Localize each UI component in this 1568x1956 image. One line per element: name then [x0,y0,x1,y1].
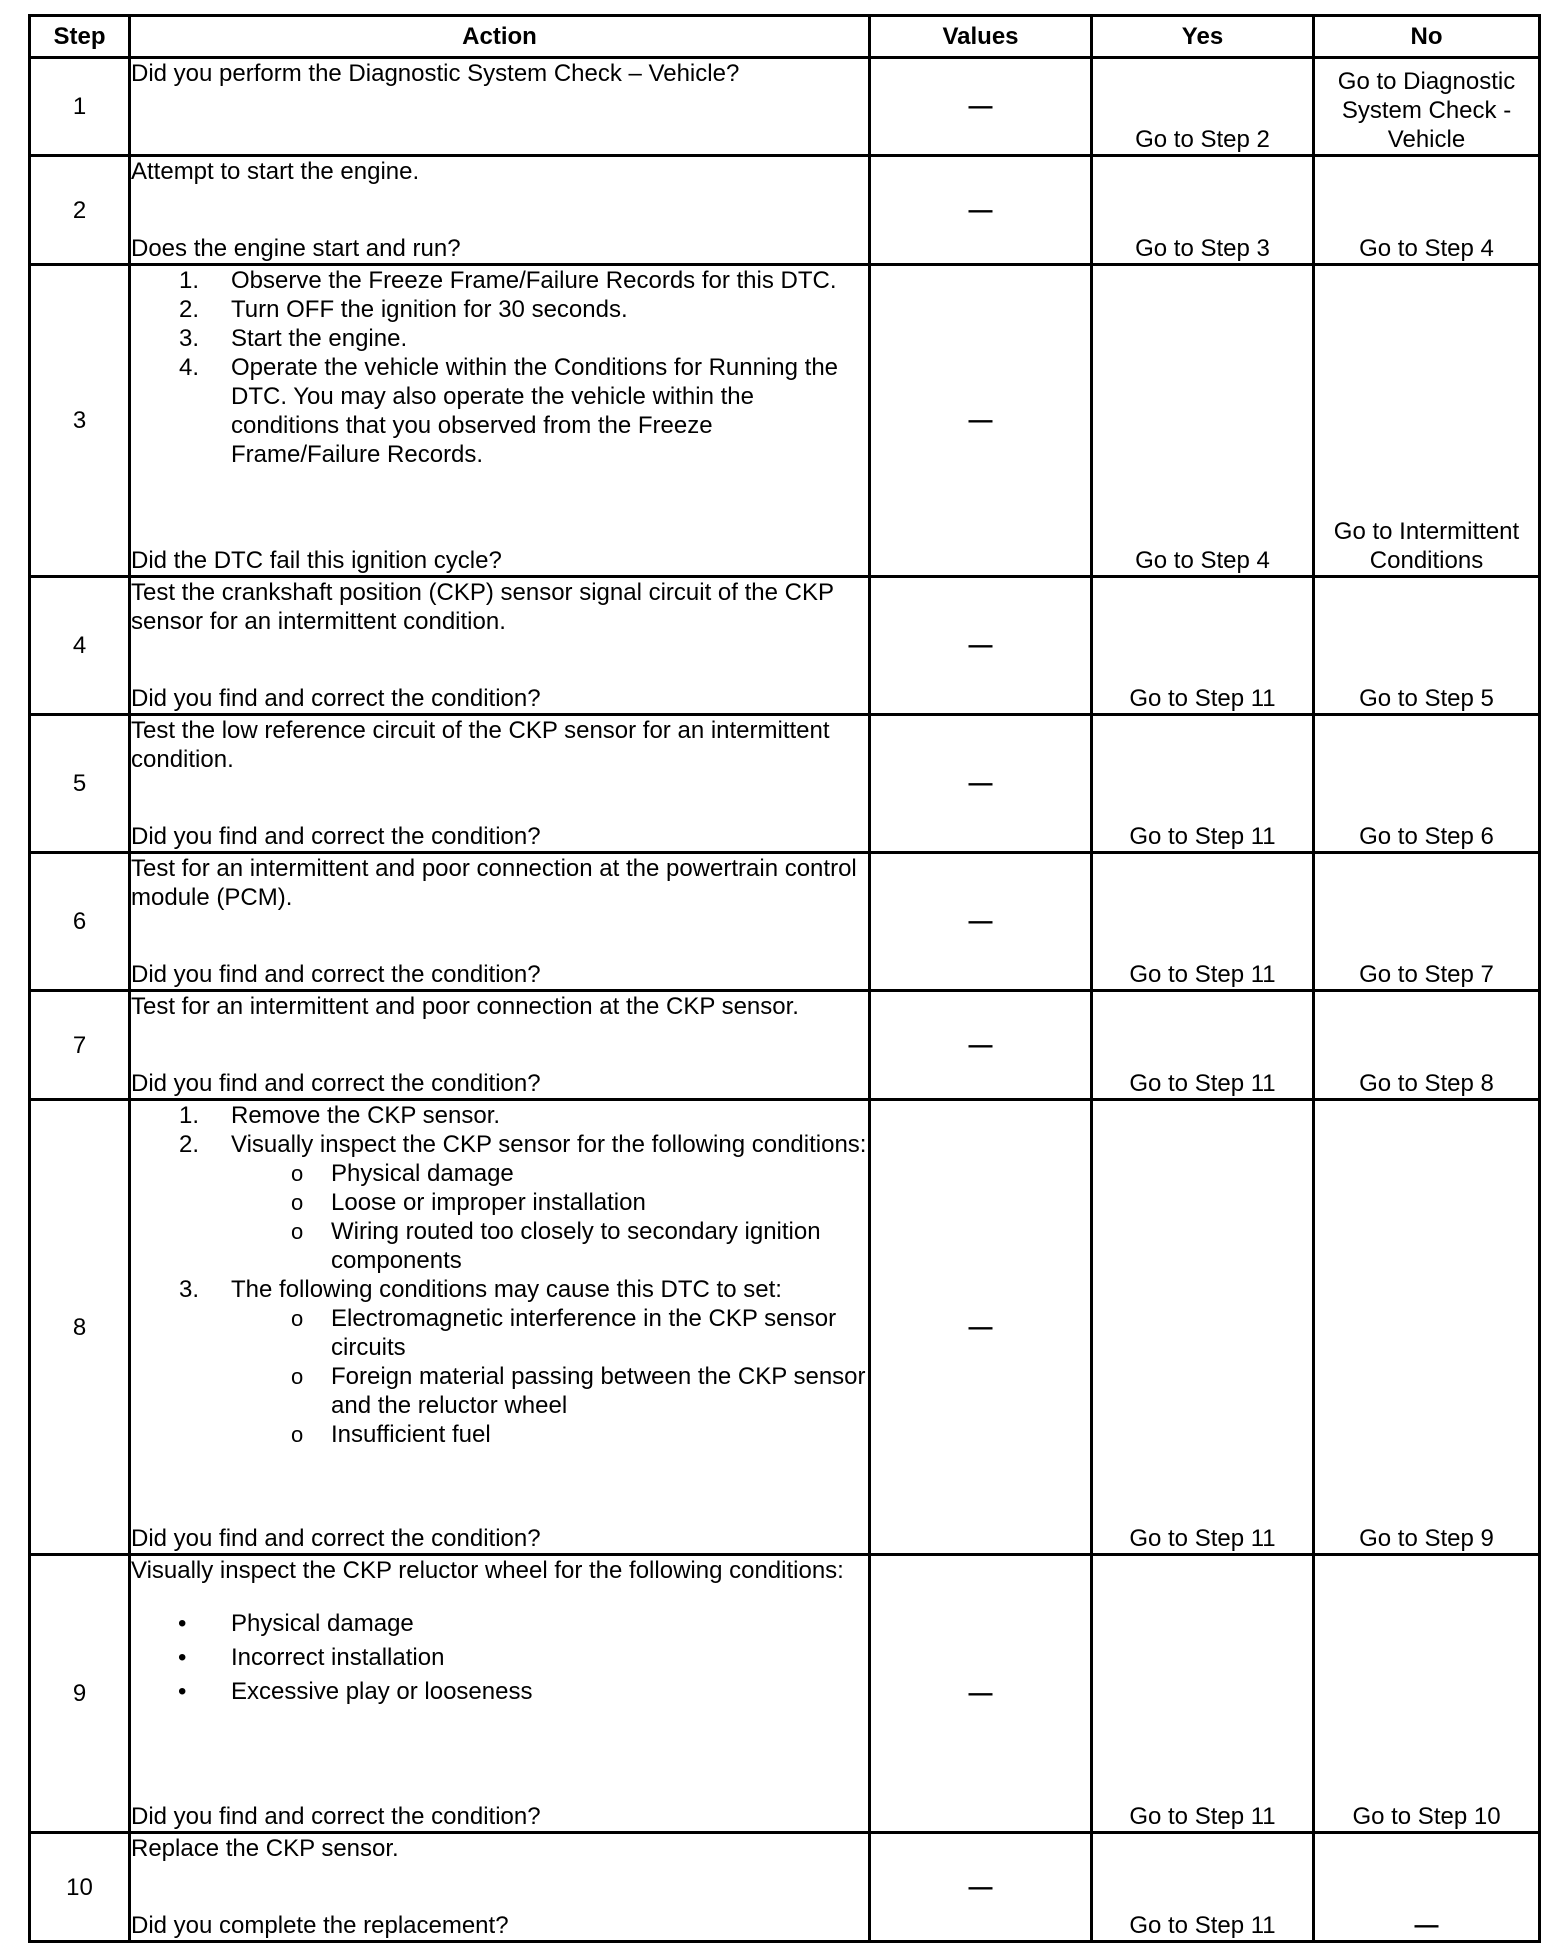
action-content [131,992,868,1098]
bullet-icon: o [291,1190,304,1215]
action-cell [130,853,870,991]
sub-item-text: Insufficient fuel [331,1421,491,1448]
list-item [131,1101,868,1130]
item-text: Incorrect installation [231,1644,445,1671]
no-cell: Go to Step 4 [1314,156,1540,265]
list-item [131,324,868,353]
sub-item-text: Electromagnetic interference in the CKP sensor circuits [331,1305,837,1361]
values-cell: — [870,58,1092,156]
action-content [131,578,868,713]
action-question: Did you complete the replacement? [131,1912,509,1939]
values-cell: — [870,715,1092,853]
sub-item-text: Foreign material passing between the CKP sensor and the reluctor wheel [331,1363,866,1419]
sub-list-item [231,1362,868,1420]
numbered-list [131,1101,868,1449]
sub-item-text: Wiring routed too closely to secondary ignition components [331,1218,821,1274]
sub-list-item [231,1217,868,1275]
table-row [30,58,1540,156]
header-values: Values [870,16,1092,58]
bullet-icon: o [291,1161,304,1186]
list-item [131,295,868,324]
action-content [131,1834,868,1940]
yes-cell: Go to Step 11 [1092,1833,1314,1942]
action-content [131,266,868,575]
no-cell: — [1314,1833,1540,1942]
header-yes: Yes [1092,16,1314,58]
action-text: Replace the CKP sensor. [131,1835,399,1862]
values-cell: — [870,265,1092,577]
yes-cell: Go to Step 11 [1092,1555,1314,1833]
values-cell: — [870,1833,1092,1942]
step-number: 8 [30,1100,130,1555]
sub-item-text: Physical damage [331,1160,514,1187]
sub-list-item [231,1304,868,1362]
action-question: Did you find and correct the condition? [131,1070,541,1097]
bullet-icon: • [178,1644,187,1671]
step-number: 2 [30,156,130,265]
item-number: 2. [179,296,200,323]
table-row [30,577,1540,715]
yes-cell: Go to Step 11 [1092,577,1314,715]
no-cell: Go to Step 5 [1314,577,1540,715]
no-cell: Go to Step 9 [1314,1100,1540,1555]
bullet-icon: o [291,1422,304,1447]
no-cell: Go to Diagnostic System Check - Vehicle [1314,58,1540,156]
values-cell: — [870,853,1092,991]
sub-list-item [231,1420,868,1449]
step-number: 5 [30,715,130,853]
action-instructions [131,578,868,636]
step-number: 4 [30,577,130,715]
action-content [131,59,868,154]
list-item [131,1130,868,1275]
values-cell: — [870,156,1092,265]
item-text: The following conditions may cause this DTC to set: [231,1276,782,1303]
action-cell [130,991,870,1100]
no-cell: Go to Step 6 [1314,715,1540,853]
item-text: Excessive play or looseness [231,1678,533,1705]
action-cell [130,577,870,715]
header-action: Action [130,16,870,58]
action-content [131,854,868,989]
action-question: Did you find and correct the condition? [131,1803,541,1830]
numbered-list [131,266,868,469]
yes-cell: Go to Step 11 [1092,853,1314,991]
table-row [30,1833,1540,1942]
header-row [30,16,1540,58]
action-text: Test the low reference circuit of the CKP sensor for an intermittent condition. [131,717,830,773]
no-cell: Go to Step 8 [1314,991,1540,1100]
action-content [131,716,868,851]
bullet-icon: o [291,1364,304,1389]
action-question: Did you find and correct the condition? [131,685,541,712]
list-item [131,353,868,469]
diagnostic-table [28,14,1541,1943]
step-number: 9 [30,1555,130,1833]
item-number: 1. [179,267,200,294]
list-item [131,1607,868,1641]
sub-list [231,1159,868,1275]
action-text: Attempt to start the engine. [131,158,420,185]
item-text: Turn OFF the ignition for 30 seconds. [231,296,628,323]
step-number: 1 [30,58,130,156]
action-question: Does the engine start and run? [131,235,461,262]
no-cell: Go to Step 10 [1314,1555,1540,1833]
action-instructions [131,854,868,912]
step-number: 7 [30,991,130,1100]
item-number: 3. [179,1276,200,1303]
item-text: Physical damage [231,1610,414,1637]
action-cell [130,265,870,577]
yes-cell: Go to Step 4 [1092,265,1314,577]
action-instructions [131,157,868,186]
table-row [30,853,1540,991]
table-row [30,1555,1540,1833]
sub-list-item [231,1159,868,1188]
table-row [30,715,1540,853]
action-instructions [131,266,868,469]
action-instructions [131,1101,868,1449]
step-number: 6 [30,853,130,991]
action-instructions [131,1556,868,1719]
action-cell [130,1100,870,1555]
list-item [131,266,868,295]
action-text: Did you perform the Diagnostic System Check – Vehicle? [131,60,740,87]
action-instructions [131,1834,868,1863]
action-cell [130,58,870,156]
action-question: Did the DTC fail this ignition cycle? [131,547,502,574]
action-text: Test for an intermittent and poor connection at the CKP sensor. [131,993,799,1020]
table-row [30,1100,1540,1555]
item-number: 2. [179,1131,200,1158]
action-instructions [131,992,868,1021]
item-text: Operate the vehicle within the Conditions for Running the DTC. You may also operate the vehicle within the conditions that you observed from the Freeze Frame/Failure Records. [231,354,839,468]
values-cell: — [870,1555,1092,1833]
item-text: Observe the Freeze Frame/Failure Records for this DTC. [231,267,837,294]
step-number: 3 [30,265,130,577]
action-cell [130,715,870,853]
action-cell [130,1555,870,1833]
yes-cell: Go to Step 11 [1092,715,1314,853]
action-content [131,157,868,263]
action-cell [130,156,870,265]
sub-list-item [231,1188,868,1217]
values-cell: — [870,1100,1092,1555]
item-number: 3. [179,325,200,352]
action-content [131,1101,868,1553]
item-text: Remove the CKP sensor. [231,1102,501,1129]
sub-list [231,1304,868,1449]
yes-cell: Go to Step 3 [1092,156,1314,265]
step-number: 10 [30,1833,130,1942]
sub-item-text: Loose or improper installation [331,1189,646,1216]
bullet-list [131,1607,868,1709]
action-instructions [131,59,868,88]
item-number: 1. [179,1102,200,1129]
action-text: Visually inspect the CKP reluctor wheel for the following conditions: [131,1557,844,1584]
table-row [30,991,1540,1100]
no-cell: Go to Step 7 [1314,853,1540,991]
bullet-icon: • [178,1610,187,1637]
action-instructions [131,716,868,774]
action-question: Did you find and correct the condition? [131,961,541,988]
yes-cell: Go to Step 11 [1092,1100,1314,1555]
action-content [131,1556,868,1831]
list-item [131,1641,868,1675]
action-question: Did you find and correct the condition? [131,1525,541,1552]
table-row [30,265,1540,577]
header-step: Step [30,16,130,58]
yes-cell: Go to Step 11 [1092,991,1314,1100]
values-cell: — [870,991,1092,1100]
list-item [131,1675,868,1709]
table-row [30,156,1540,265]
action-text: Test for an intermittent and poor connection at the powertrain control module (PCM). [131,855,857,911]
no-cell: Go to Intermittent Conditions [1314,265,1540,577]
action-question: Did you find and correct the condition? [131,823,541,850]
bullet-icon: o [291,1219,304,1244]
list-item [131,1275,868,1449]
action-text: Test the crankshaft position (CKP) sensor signal circuit of the CKP sensor for an intermittent condition. [131,579,834,635]
item-number: 4. [179,354,200,381]
bullet-icon: • [178,1678,187,1705]
bullet-icon: o [291,1306,304,1331]
yes-cell: Go to Step 2 [1092,58,1314,156]
item-text: Visually inspect the CKP sensor for the following conditions: [231,1131,867,1158]
values-cell: — [870,577,1092,715]
header-no: No [1314,16,1540,58]
item-text: Start the engine. [231,325,408,352]
action-cell [130,1833,870,1942]
